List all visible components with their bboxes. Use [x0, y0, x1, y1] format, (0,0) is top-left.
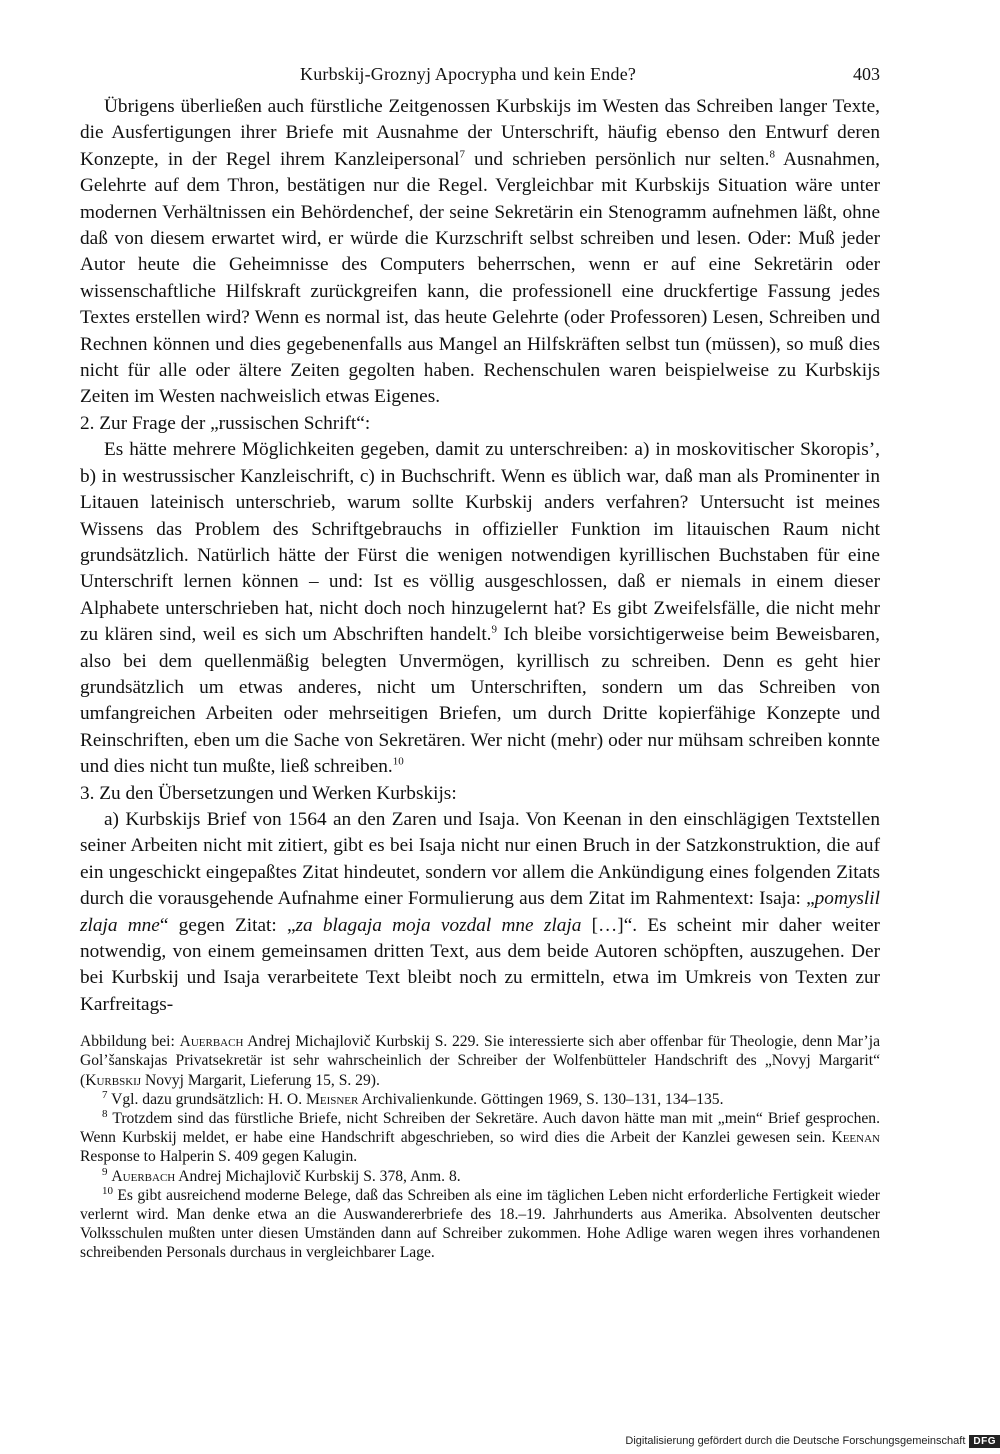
- footnote-number: 9: [102, 1165, 108, 1178]
- p1-text-c: Ausnahmen, Gelehrte auf dem Thron, bestätigen nur die Regel. Vergleichbar mit Kurbskijs Situation wäre unter modernen Verhältnissen ein Behördenchef, der seine Sekretärin ein Stenogramm aufnehmen läßt, ohne daß von diesem erwartet wird, er würde die Kurzschrift selbst schreiben und lesen. Oder: Muß jeder Autor heute die Geheimnisse des Computers beherrschen, wenn er auf eine Sekretärin oder wissenschaftliche Hilfskraft zurückgreifen kann, die professionell eine druckfertige Fassung jedes Textes erstellen wird? Wenn es normal ist, das heute Gelehrte (oder Professoren) Lesen, Schreiben und Rechnen können und dies gegebenenfalls aus Mangel an Hilfskräften selbst tun (müssen), so muß dies nicht für alle oder ältere Zeiten gegolten haben. Rechenschulen waren beispielweise zu Kurbskijs Zeiten im Westen nachweislich etwas Eigenes.: [80, 148, 880, 408]
- footnote-ref-8: 8: [769, 148, 775, 161]
- author-kurbskij: Kurbskij: [85, 1071, 142, 1089]
- footnotes: [80, 1032, 880, 1262]
- fn8-text-a: Trotzdem sind das fürstliche Briefe, nicht Schreiben der Sekretäre. Auch davon hätte man mit „mein“ Brief gesprochen. Wenn Kurbskij meldet, er habe eine Handschrift abgeschrieben, so wird dies die Arbeit der Kanzlei gewesen sein.: [80, 1110, 880, 1147]
- p3-text-a: a) Kurbskijs Brief von 1564 an den Zaren und Isaja. Von Keenan in den einschlägigen Textstellen seiner Arbeiten nicht mit zitiert, gibt es bei Isaja nicht nur einen Bruch in der Satzkonstruktion, die auf ein ungeschickt eingepaßtes Zitat hindeutet, sondern vor allem die Ankündigung eines folgenden Zitats durch die vorausgehende Aufnahme einer Formulierung aus dem Zitat im Rahmentext: Isaja: „: [80, 808, 880, 910]
- footnote-ref-7: 7: [459, 148, 465, 161]
- footnote-9: [80, 1167, 880, 1186]
- fn-cont-c: Novyj Margarit, Lieferung 15, S. 29).: [141, 1071, 380, 1089]
- section-heading-3: 3. Zu den Übersetzungen und Werken Kurbskijs:: [80, 782, 457, 804]
- p2-text-a: Es hätte mehrere Möglichkeiten gegeben, damit zu unterschreiben: a) in moskovitischer Skoropis’, b) in westrussischer Kanzleischrift, c) in Buchschrift. Wenn es üblich war, daß man als Prominenter in Litauen lateinisch unterschrieb, warum sollte Kurbskij anders verfahren? Untersucht ist meines Wissens das Problem des Schriftgebrauchs in offizieller Funktion im litauischen Raum nicht grundsätzlich. Natürlich hätte der Fürst die wenigen notwendigen kyrillischen Buchstaben für eine Unterschrift lernen können – und: Ist es völlig ausgeschlossen, daß er niemals in einem dieser Alphabete unterschrieben hat, nicht doch noch hinzugelernt hat? Es gibt Zweifelsfälle, die nicht mehr zu klären sind, weil es sich um Abschriften handelt.: [80, 439, 880, 646]
- p3-text-c: […]“. Es scheint mir daher weiter notwendig, von einem gemeinsamen dritten Text, aus dem beide Autoren schöpften, auszugehen. Der bei Kurbskij und Isaja verarbeitete Text bleibt noch zu ermitteln, etwa im Umkreis von Texten zur Karfreitags-: [80, 914, 880, 1015]
- quote-zitat: za blagaja moja vozdal mne zlaja: [295, 914, 582, 936]
- footnote-number: 8: [102, 1107, 108, 1120]
- author-meisner: Meisner: [306, 1090, 359, 1108]
- author-auerbach: Auerbach: [179, 1033, 244, 1051]
- fn8-text-b: Response to Halperin S. 409 gegen Kalugin.: [80, 1148, 358, 1166]
- paragraph-3: [80, 807, 880, 1018]
- dfg-logo: DFG: [969, 1435, 1000, 1448]
- credit-text: Digitalisierung gefördert durch die Deutsche Forschungsgemeinschaft: [625, 1435, 966, 1447]
- fn7-text-a: Vgl. dazu grundsätzlich: H. O.: [107, 1090, 306, 1108]
- footnote-10: [80, 1186, 880, 1263]
- footnote-ref-10: 10: [392, 755, 404, 768]
- p3-text-b: “ gegen Zitat: „: [159, 914, 296, 936]
- paragraph-2: [80, 437, 880, 780]
- footnote-number: 7: [102, 1088, 108, 1101]
- footnote-number: 10: [102, 1184, 113, 1197]
- fn-cont-a: Abbildung bei:: [80, 1033, 180, 1051]
- p1-text-b: und schrieben persönlich nur selten.: [464, 148, 770, 170]
- author-keenan: Keenan: [831, 1129, 880, 1147]
- fn10-text: Es gibt ausreichend moderne Belege, daß das Schreiben als eine im täglichen Leben nicht erforderliche Fertigkeit wieder verlernt wird. Man denke etwa an die Auswandererbriefe des 18.–19. Jahrhunderts aus Amerika. Absolventen deutscher Volksschulen mußten unter diesen Umständen dann auf Schreiber zukommen. Hohe Adlige waren wegen ihres vorhandenen schreibenden Personals durchaus in vergleichbarer Lage.: [80, 1186, 880, 1262]
- quote-isaja: pomyslil zlaja mne: [80, 888, 880, 936]
- section-heading-2: 2. Zur Frage der „russischen Schrift“:: [80, 412, 371, 434]
- digitization-credit: [625, 1432, 1000, 1450]
- author-auerbach: Auerbach: [111, 1167, 176, 1185]
- page-number: 403: [853, 64, 880, 84]
- document-page: [80, 58, 880, 1263]
- fn9-text-a: Andrej Michajlovič Kurbskij S. 378, Anm. 8.: [175, 1167, 461, 1185]
- footnote-ref-9: 9: [491, 623, 498, 636]
- footnote-continuation: [80, 1032, 880, 1090]
- running-header: [80, 58, 880, 94]
- footnote-7: [80, 1090, 880, 1109]
- fn7-text-b: Archivalienkunde. Göttingen 1969, S. 130–131, 134–135.: [358, 1090, 724, 1108]
- running-title: Kurbskij-Groznyj Apocrypha und kein Ende?: [300, 64, 637, 84]
- p2-text-b: Ich bleibe vorsichtigerweise beim Beweisbaren, also bei dem quellenmäßig belegten Unvermögen, kyrillisch zu schreiben. Denn es geht hier grundsätzlich um etwas anderes, nicht um Unterschriften, sondern um das Schreiben von umfangreichen Arbeiten oder mehrseitigen Briefen, um durch Dritte kopierfähige Konzepte und Reinschriften, eben um die Sache von Sekretären. Wer nicht (mehr) oder nur mühsam schreiben konnte und dies nicht tun mußte, ließ schreiben.: [80, 624, 880, 778]
- main-text: [80, 94, 880, 1018]
- paragraph-1: [80, 94, 880, 411]
- fn-cont-b: Andrej Michajlovič Kurbskij S. 229. Sie interessierte sich aber offenbar für Theologie, denn Mar’ja Gol’šanskajas Privatsekretär ist sehr wahrscheinlich der Schreiber der Wolfenbütteler Handschrift des „Novyj Margarit“ (: [80, 1033, 880, 1089]
- footnote-8: [80, 1109, 880, 1167]
- p1-text-a: Übrigens überließen auch fürstliche Zeitgenossen Kurbskijs im Westen das Schreiben langer Texte, die Ausfertigungen ihrer Briefe mit Ausnahme der Unterschrift, häufig ebenso den Entwurf deren Konzepte, in der Regel ihrem Kanzleipersonal: [80, 96, 880, 170]
